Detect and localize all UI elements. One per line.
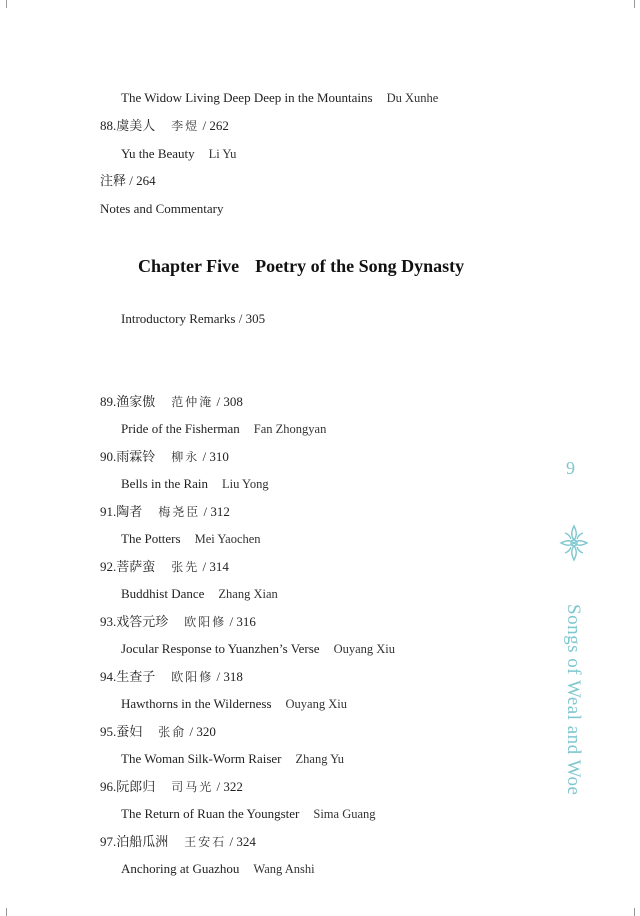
chinese-poet: 张俞 [158, 725, 187, 739]
english-author: Wang Anshi [253, 862, 315, 876]
crop-mark-bottom-right [634, 908, 635, 916]
chinese-title: 泊船瓜洲 [116, 835, 169, 850]
crop-mark-bottom-left [6, 908, 7, 916]
entry-number: 97. [100, 834, 117, 849]
book-title-vertical: Songs of Weal and Woe [563, 604, 584, 796]
toc-english-line[interactable] [121, 531, 261, 547]
english-title: Anchoring at Guazhou [121, 861, 240, 876]
chinese-poet: 欧阳修 [171, 670, 214, 684]
toc-english-line[interactable] [121, 586, 278, 602]
page-number: / 308 [216, 394, 243, 409]
entry-number: 92. [100, 559, 117, 574]
crop-mark-top-right [634, 0, 635, 8]
english-author: Sima Guang [313, 807, 376, 821]
chinese-title: 注释 [100, 174, 127, 189]
english-title: The Woman Silk-Worm Raiser [121, 751, 282, 766]
toc-chinese-line[interactable] [100, 449, 229, 466]
english-author: Li Yu [208, 147, 237, 161]
chinese-title: 菩萨蛮 [116, 560, 156, 575]
chinese-title: 陶者 [116, 505, 143, 520]
intro-title: Introductory Remarks [121, 311, 236, 326]
toc-intro-line[interactable] [121, 311, 265, 327]
toc-english-line[interactable] [121, 476, 269, 492]
english-author: Fan Zhongyan [253, 422, 327, 436]
toc-chinese-line[interactable] [100, 834, 256, 851]
page-number: / 322 [216, 779, 243, 794]
page-number: / 305 [238, 311, 266, 326]
english-title: Jocular Response to Yuanzhen’s Verse [121, 641, 320, 656]
chinese-title: 渔家傲 [116, 395, 156, 410]
page-number: / 324 [229, 834, 256, 849]
english-author: Ouyang Xiu [333, 642, 396, 656]
chapter-label: Chapter Five [138, 256, 240, 276]
entry-number: 88. [100, 118, 117, 133]
english-author: Zhang Yu [295, 752, 345, 766]
toc-english-line[interactable] [121, 696, 347, 712]
chapter-title: Poetry of the Song Dynasty [255, 256, 465, 276]
entry-number: 95. [100, 724, 117, 739]
entry-number: 93. [100, 614, 117, 629]
chinese-poet: 李煜 [171, 119, 200, 133]
chinese-title: 雨霖铃 [116, 450, 156, 465]
chinese-title: 蚕妇 [116, 725, 143, 740]
english-title: Hawthorns in the Wilderness [121, 696, 272, 711]
crop-mark-top-left [6, 0, 7, 8]
toc-chinese-line[interactable] [100, 504, 230, 521]
english-title: Pride of the Fisherman [121, 421, 240, 436]
page-number: / 314 [202, 559, 229, 574]
chinese-poet: 司马光 [171, 780, 214, 794]
english-author: Mei Yaochen [194, 532, 261, 546]
toc-english-line[interactable] [121, 861, 315, 877]
english-title: Bells in the Rain [121, 476, 209, 491]
chinese-title: 戏答元珍 [116, 615, 169, 630]
page-number: / 262 [202, 118, 229, 133]
english-author: Zhang Xian [218, 587, 278, 601]
english-title: The Potters [121, 531, 181, 546]
toc-english-line[interactable] [121, 751, 344, 767]
entry-number: 96. [100, 779, 117, 794]
english-title: Buddhist Dance [121, 586, 205, 601]
entry-number: 91. [100, 504, 117, 519]
chinese-poet: 柳永 [171, 450, 200, 464]
chinese-title: 虞美人 [116, 119, 156, 134]
page-number-side: 9 [566, 458, 575, 478]
toc-notes-english-line[interactable] [100, 201, 223, 217]
entry-number: 94. [100, 669, 117, 684]
page-number: / 264 [129, 173, 156, 188]
english-author: Liu Yong [222, 477, 269, 491]
chinese-poet: 张先 [171, 560, 200, 574]
chinese-poet: 范仲淹 [171, 395, 214, 409]
floral-ornament-icon [559, 524, 589, 562]
toc-english-line[interactable] [121, 421, 326, 437]
toc-english-line[interactable] [121, 806, 376, 822]
english-title: The Return of Ruan the Youngster [121, 806, 300, 821]
chinese-poet: 王安石 [184, 835, 227, 849]
toc-chinese-line[interactable] [100, 779, 243, 796]
chapter-heading [138, 256, 464, 277]
toc-chinese-line[interactable] [100, 118, 229, 135]
toc-chinese-line[interactable] [100, 724, 216, 741]
page-number: / 320 [189, 724, 216, 739]
toc-english-line[interactable] [121, 90, 438, 106]
chinese-poet: 梅尧臣 [158, 505, 201, 519]
page-number: / 318 [216, 669, 243, 684]
toc-chinese-line[interactable] [100, 559, 229, 576]
toc-notes-line[interactable] [100, 173, 156, 190]
toc-english-line[interactable] [121, 146, 236, 162]
toc-chinese-line[interactable] [100, 614, 256, 631]
chinese-title: 阮郎归 [116, 780, 156, 795]
entry-number: 90. [100, 449, 117, 464]
english-author: Du Xunhe [386, 91, 439, 105]
toc-chinese-line[interactable] [100, 394, 243, 411]
english-title: Notes and Commentary [100, 201, 224, 216]
english-title: The Widow Living Deep Deep in the Mountains [121, 90, 373, 105]
chinese-poet: 欧阳修 [184, 615, 227, 629]
page-number: / 312 [203, 504, 230, 519]
english-title: Yu the Beauty [121, 146, 195, 161]
english-author: Ouyang Xiu [285, 697, 347, 711]
toc-english-line[interactable] [121, 641, 395, 657]
toc-chinese-line[interactable] [100, 669, 243, 686]
page-number: / 310 [202, 449, 229, 464]
page-number: / 316 [229, 614, 256, 629]
chinese-title: 生查子 [116, 670, 156, 685]
entry-number: 89. [100, 394, 117, 409]
